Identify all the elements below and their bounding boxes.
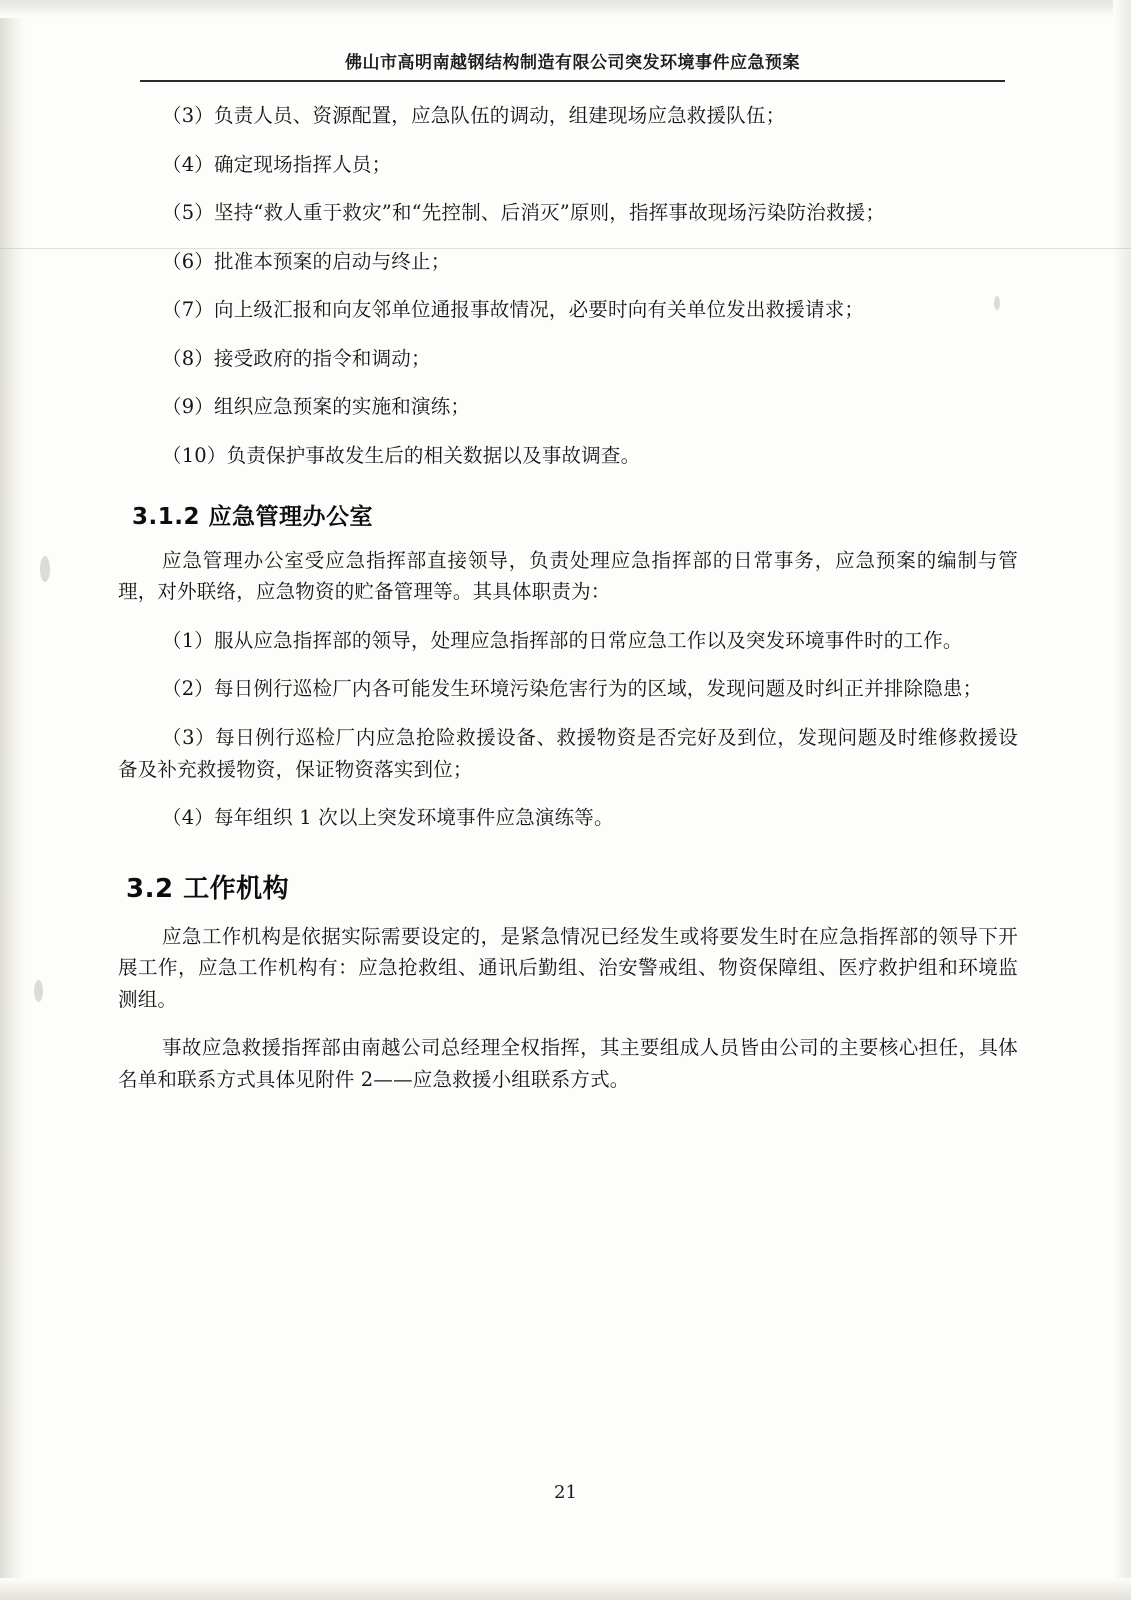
header-title: 佛山市高明南越钢结构制造有限公司突发环境事件应急预案 xyxy=(345,53,800,73)
list-item: （5）坚持“救人重于救灾”和“先控制、后消灭”原则，指挥事故现场污染防治救援； xyxy=(162,201,886,225)
list-item: （10）负责保护事故发生后的相关数据以及事故调查。 xyxy=(162,444,641,468)
list-item: （4）确定现场指挥人员； xyxy=(162,152,392,176)
scan-edge-top xyxy=(0,0,1131,18)
list-item: （1）服从应急指挥部的领导，处理应急指挥部的日常应急工作以及突发环境事件时的工作。 xyxy=(162,628,963,652)
section-32-paragraph: 事故应急救援指挥部由南越公司总经理全权指挥，其主要组成人员皆由公司的主要核心担任，具体名单和联系方式具体见附件 2——应急救援小组联系方式。 xyxy=(118,1036,1018,1091)
page-number: 21 xyxy=(554,1482,577,1503)
document-body xyxy=(118,100,1018,1113)
list-item: （6）批准本预案的启动与终止； xyxy=(162,249,451,273)
list-item: （9）组织应急预案的实施和演练； xyxy=(162,395,471,419)
scan-edge-left xyxy=(0,0,26,1600)
section-32-paragraph: 应急工作机构是依据实际需要设定的，是紧急情况已经发生或将要发生时在应急指挥部的领导下开展工作，应急工作机构有：应急抢救组、通讯后勤组、治安警戒组、物资保障组、医疗救护组和环境监测组。 xyxy=(118,924,1018,1011)
section-312-intro: 应急管理办公室受应急指挥部直接领导，负责处理应急指挥部的日常事务，应急预案的编制与管理，对外联络，应急物资的贮备管理等。其具体职责为： xyxy=(118,548,1018,604)
list-item: （8）接受政府的指令和调动； xyxy=(162,346,431,370)
header-rule xyxy=(140,80,1005,82)
section-heading-3-2: 3.2 工作机构 xyxy=(126,873,290,904)
list-item: （4）每年组织 1 次以上突发环境事件应急演练等。 xyxy=(162,806,614,830)
scan-edge-right xyxy=(1113,0,1131,1600)
scan-blot xyxy=(40,556,50,582)
list-item: （7）向上级汇报和向友邻单位通报事故情况，必要时向有关单位发出救援请求； xyxy=(162,298,865,322)
scan-edge-bottom xyxy=(0,1578,1131,1600)
scan-blot xyxy=(34,980,43,1002)
page-header xyxy=(140,48,1005,82)
list-item: （3）每日例行巡检厂内应急抢险救援设备、救援物资是否完好及到位，发现问题及时维修救援设备及补充救援物资，保证物资落实到位； xyxy=(118,725,1018,781)
section-heading-3-1-2: 3.1.2 应急管理办公室 xyxy=(132,503,373,530)
list-item: （3）负责人员、资源配置，应急队伍的调动，组建现场应急救援队伍； xyxy=(162,104,786,127)
list-item: （2）每日例行巡检厂内各可能发生环境污染危害行为的区域，发现问题及时纠正并排除隐患； xyxy=(162,677,983,701)
